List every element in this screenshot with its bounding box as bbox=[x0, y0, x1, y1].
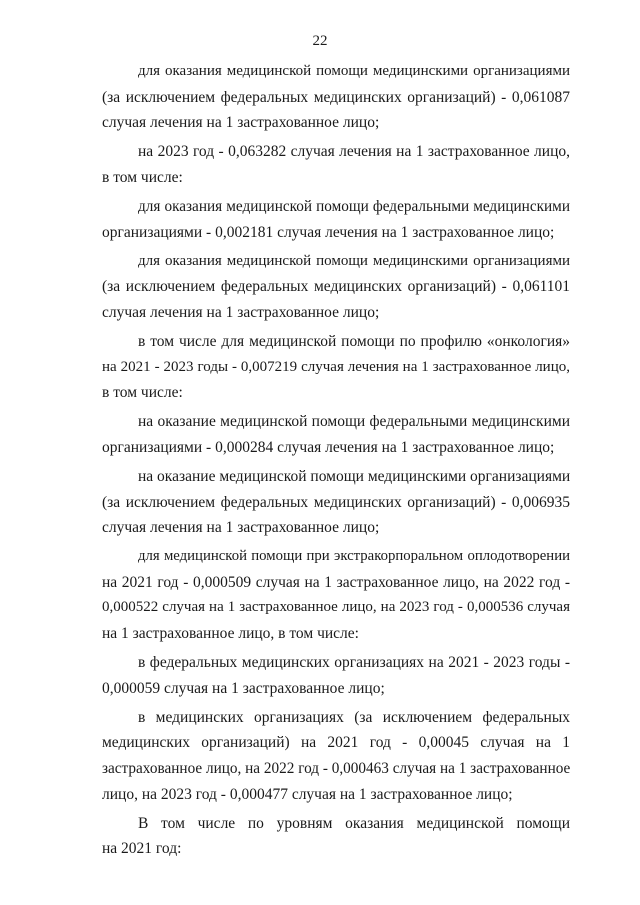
text-line: для оказания медицинской помощи медицинскими организациями bbox=[138, 252, 570, 269]
text-line: (за исключением федеральных медицинских организаций) - 0,006935 bbox=[102, 493, 570, 511]
text-line: застрахованное лицо, на 2022 год - 0,000463 случая на 1 застрахованное bbox=[102, 759, 571, 777]
paragraph bbox=[102, 329, 570, 406]
text-line: в том числе: bbox=[102, 384, 183, 402]
paragraph bbox=[102, 544, 570, 646]
paragraph bbox=[102, 811, 570, 862]
text-line: на 2023 год - 0,063282 случая лечения на 1 застрахованное лицо, bbox=[138, 143, 570, 161]
paragraph bbox=[102, 464, 570, 541]
text-line: случая лечения на 1 застрахованное лицо; bbox=[102, 303, 380, 321]
text-line: организациями - 0,000284 случая лечения на 1 застрахованное лицо; bbox=[102, 438, 555, 456]
text-line: для оказания медицинской помощи федеральными медицинскими bbox=[138, 197, 570, 215]
page-number: 22 bbox=[312, 33, 328, 49]
text-line: на 2021 год - 0,000509 случая на 1 застрахованное лицо, на 2022 год - bbox=[102, 573, 570, 591]
paragraph bbox=[102, 194, 570, 245]
text-line: в том числе для медицинской помощи по профилю «онкология» bbox=[138, 332, 570, 350]
text-line: организациями - 0,002181 случая лечения на 1 застрахованное лицо; bbox=[102, 223, 555, 241]
text-line: на оказание медицинской помощи федеральными медицинскими bbox=[138, 413, 570, 431]
text-line: на 2021 год: bbox=[102, 840, 182, 858]
text-line: случая лечения на 1 застрахованное лицо; bbox=[102, 114, 380, 132]
text-line: в федеральных медицинских организациях на 2021 - 2023 годы - bbox=[138, 654, 570, 672]
text-line: для оказания медицинской помощи медицинскими организациями bbox=[138, 63, 570, 79]
text-line: в том числе: bbox=[102, 168, 183, 186]
text-line: (за исключением федеральных медицинских организаций) - 0,061087 bbox=[102, 88, 570, 106]
text-line: лицо, на 2023 год - 0,000477 случая на 1 застрахованное лицо; bbox=[102, 785, 513, 803]
document-body bbox=[102, 59, 570, 862]
text-line: случая лечения на 1 застрахованное лицо; bbox=[102, 519, 380, 537]
paragraph bbox=[102, 249, 570, 326]
paragraph bbox=[102, 59, 570, 136]
text-line: в медицинских организациях (за исключением федеральных bbox=[138, 708, 570, 726]
text-line: медицинских организаций) на 2021 год - 0,00045 случая на 1 bbox=[102, 734, 570, 752]
text-line: 0,000522 случая на 1 застрахованное лицо, на 2023 год - 0,000536 случая bbox=[102, 599, 570, 616]
text-line: для медицинской помощи при экстракорпоральном оплодотворении bbox=[138, 548, 570, 565]
text-line: на 2021 - 2023 годы - 0,007219 случая лечения на 1 застрахованное лицо, bbox=[102, 358, 570, 375]
text-line: В том числе по уровням оказания медицинской помощи bbox=[138, 814, 570, 832]
paragraph bbox=[102, 705, 570, 807]
text-line: (за исключением федеральных медицинских организаций) - 0,061101 bbox=[102, 278, 570, 296]
paragraph bbox=[102, 139, 570, 190]
text-line: 0,000059 случая на 1 застрахованное лицо; bbox=[102, 679, 385, 697]
text-line: на оказание медицинской помощи медицинскими организациями bbox=[138, 467, 571, 485]
paragraph bbox=[102, 650, 570, 701]
text-line: на 1 застрахованное лицо, в том числе: bbox=[102, 624, 359, 642]
paragraph bbox=[102, 409, 570, 460]
